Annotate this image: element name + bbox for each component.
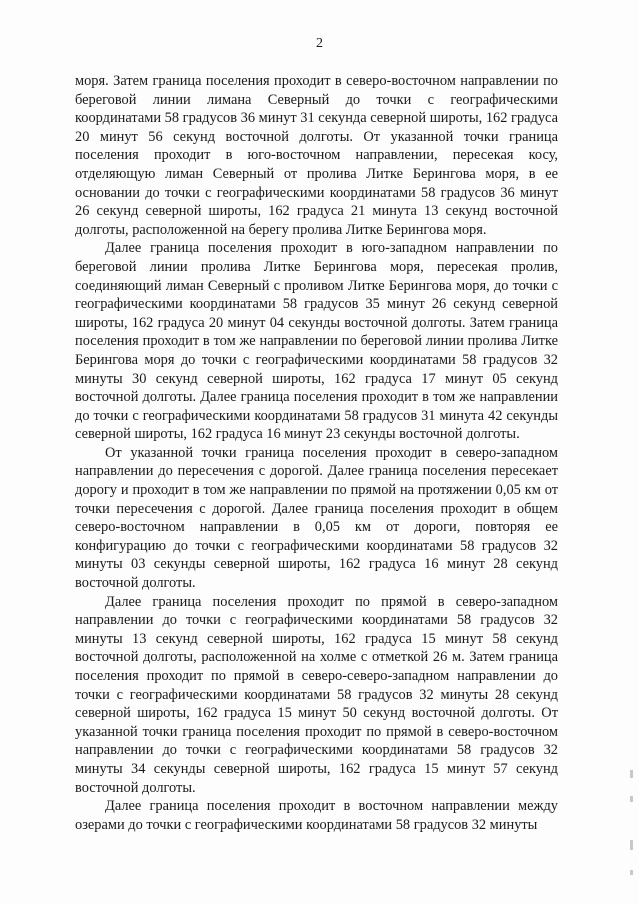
page-number: 2 bbox=[316, 36, 323, 51]
paragraph: От указанной точки граница поселения проходит в северо-западном направлении до пересечения с дорогой. Далее граница поселения пересекает дорогу и проходит в том же направлении по прямой на протяжении 0,05 км от точки пересечения с дорогой. Далее граница поселения проходит в общем северо-восточном направлении в 0,05 км от дороги, повторяя ее конфигурацию до точки с географическими координатами 58 градусов 32 минуты 03 секунды северной широты, 162 градуса 16 минут 28 секунд восточной долготы. bbox=[75, 444, 558, 592]
paragraph: Далее граница поселения проходит в восточном направлении между озерами до точки с географическими координатами 58 градусов 32 минуты bbox=[75, 798, 558, 833]
paragraph-continuation: моря. Затем граница поселения проходит в северо-восточном направлении по береговой линии лимана Северный до точки с географическими координатами 58 градусов 36 минут 31 секунда северной широты, 162 градуса 20 минут 56 секунд восточной долготы. От указанной точки граница поселения проходит в юго-восточном направлении, пересекая косу, отделяющую лиман Северный от пролива Литке Берингова моря, в ее основании до точки с географическими координатами 58 градусов 36 минут 26 секунд северной широты, 162 градуса 21 минута 13 секунд восточной долготы, расположенной на берегу пролива Литке Берингова моря. bbox=[75, 73, 558, 238]
paragraph: Далее граница поселения проходит по прямой в северо-западном направлении до точки с географическими координатами 58 градусов 32 минуты 13 секунд северной широты, 162 градуса 15 минут 58 секунд восточной долготы, расположенной на холме с отметкой 26 м. Затем граница поселения проходит по прямой в северо-северо-западном направлении до точки с географическими координатами 58 градусов 32 минуты 28 секунд северной широты, 162 градуса 15 минут 50 секунд восточной долготы. От указанной точки граница поселения проходит по прямой в северо-восточном направлении до точки с географическими координатами 58 градусов 32 минуты 34 секунды северной широты, 162 градуса 15 минут 57 секунд восточной долготы. bbox=[75, 593, 558, 796]
document-body bbox=[75, 72, 558, 834]
scan-edge-mark bbox=[630, 770, 633, 778]
scan-edge-mark bbox=[630, 796, 633, 802]
scan-edge-mark bbox=[630, 840, 633, 850]
scan-edge-mark bbox=[630, 870, 633, 875]
paragraph: Далее граница поселения проходит в юго-западном направлении по береговой линии пролива Литке Берингова моря, пересекая пролив, соединяющий лиман Северный с проливом Литке Берингова моря, до точки с географическими координатами 58 градусов 35 минут 26 секунд северной широты, 162 градуса 20 минут 04 секунды восточной долготы. Затем граница поселения проходит в том же направлении по береговой линии пролива Литке Берингова моря до точки с географическими координатами 58 градусов 32 минуты 30 секунд северной широты, 162 градуса 17 минут 05 секунд восточной долготы. Далее граница поселения проходит в том же направлении до точки с географическими координатами 58 градусов 31 минута 42 секунды северной широты, 162 градуса 16 минут 23 секунды восточной долготы. bbox=[75, 240, 558, 443]
